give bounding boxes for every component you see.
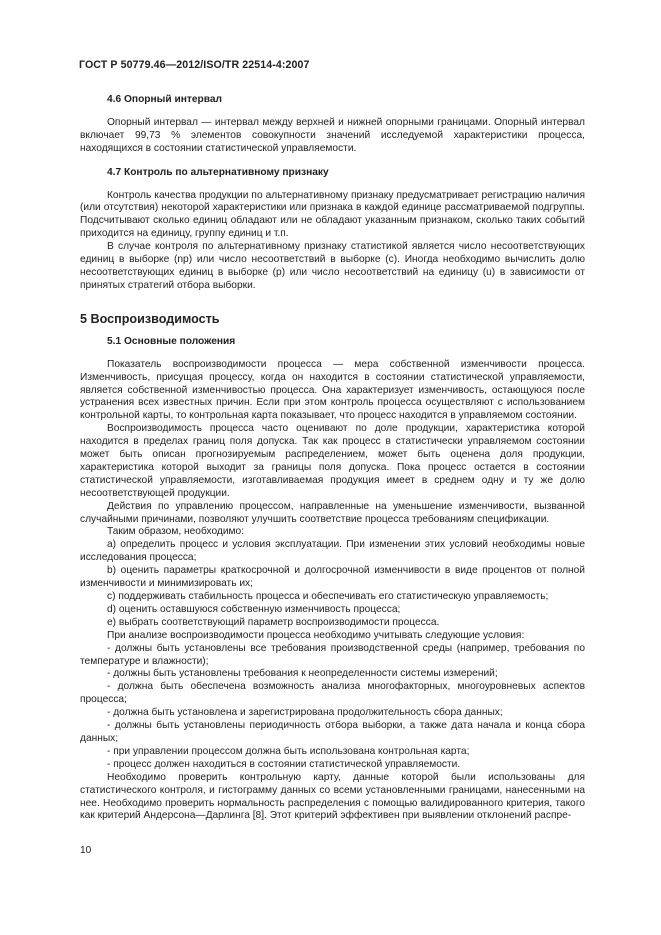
list-item: - должна быть установлена и зарегистрирована продолжительность сбора данных;: [107, 707, 503, 719]
section-5-title: 5 Воспроизводимость: [80, 311, 220, 326]
list-item: - должны быть установлены требования к неопределенности системы измерений;: [107, 668, 498, 680]
list-item: - процесс должен находиться в состоянии статистической управляемости.: [107, 758, 461, 770]
paragraph: Действия по управлению процессом, направленные на уменьшение изменчивости, вызванной случайными причинами, позволяют улучшить соответствие процесса требованиям спецификации.: [80, 500, 585, 525]
section-4-6: [80, 94, 585, 156]
list-item: e) выбрать соответствующий параметр воспроизводимости процесса.: [107, 616, 440, 628]
list-item: c) поддерживать стабильность процесса и обеспечивать его статистическую управляемость;: [107, 591, 549, 602]
page-header-standard-number: ГОСТ Р 50779.46—2012/ISO/TR 22514-4:2007: [79, 59, 310, 71]
paragraph: Необходимо проверить контрольную карту, данные которой были использованы для статистического контроля, и гистограмму данных со всеми установленными границами, нанесенными на нее. Необходимо проверить нормальность распределения с помощью валидированного критерия, такого как критерий Андерсона—Дарлинга [8]. Этот критерий эффективен при выявлении отклонений распре-: [80, 771, 585, 822]
paragraph: Показатель воспроизводимости процесса — мера собственной изменчивости процесса. Изменчивость, присущая процессу, когда он находится в состоянии статистической управляемости, является собственной изменчивостью процесса. Она характеризует изменчивость, остающуюся после устранения всех известных причин. Если при этом контроль процесса осуществляют с использованием контрольной карты, то контрольная карта показывает, что процесс находится в управляемом состоянии.: [80, 358, 585, 422]
paragraph: В случае контроля по альтернативному признаку статистикой является число несоответствующих единиц в выборке (np) или число несоответствий в выборке (c). Иногда необходимо вычислить долю несоответствующих единиц в выборке (p) или число несоответствий на единицу (u) в зависимости от принятых стратегий отбора выборки.: [80, 241, 585, 291]
list-item: - должны быть установлены периодичность отбора выборки, а также дата начала и конца сбора данных;: [80, 720, 585, 744]
list-item: - при управлении процессом должна быть использована контрольная карта;: [107, 745, 470, 757]
page-number: 10: [80, 845, 92, 856]
list-item: - должны быть установлены все требования производственной среды (например, требования по температуре и влажности);: [80, 642, 585, 667]
page-body: [80, 94, 585, 823]
section-4-7: [80, 167, 585, 293]
paragraph: Воспроизводимость процесса часто оценивают по доле продукции, характеристика которой находится в пределах границ поля допуска. Так как процесс в статистически управляемом состоянии может быть описан прогнозируемым распределением, может быть оценена доля продукции, характеристика которой выходит за границы поля допуска. Пока процесс остается в состоянии статистической управляемости, изготавливаемая продукция имеет в среднем одну и ту же долю несоответствующей продукции.: [80, 423, 585, 499]
paragraph: Таким образом, необходимо:: [107, 526, 245, 538]
list-item: - должна быть обеспечена возможность анализа многофакторных, многоуровневых аспектов процесса;: [80, 681, 585, 706]
list-item: d) оценить оставшуюся собственную изменчивость процесса;: [107, 603, 401, 615]
section-title: 5.1 Основные положения: [107, 335, 236, 347]
paragraph: Опорный интервал — интервал между верхней и нижней опорными границами. Опорный интервал включает 99,73 % элементов совокупности значений исследуемой характеристики процесса, находящихся в состоянии статистической управляемости.: [80, 116, 585, 154]
section-title: 4.7 Контроль по альтернативному признаку: [107, 166, 329, 178]
paragraph: При анализе воспроизводимости процесса необходимо учитывать следующие условия:: [107, 629, 525, 641]
paragraph: Контроль качества продукции по альтернативному признаку предусматривает регистрацию наличия (или отсутствия) некоторой характеристики или признака в каждой единице рассматриваемой подгруппы. Подсчитывают сколько единиц обладают или не обладают указанным признаком, сколько таких событий приходится на единицу, группу единиц и т.п.: [80, 189, 585, 240]
list-item: b) оценить параметры краткосрочной и долгосрочной изменчивости в виде процентов от полной изменчивости и минимизировать их;: [80, 565, 585, 590]
list-item: а) определить процесс и условия эксплуатации. При изменении этих условий необходимы новые исследования процесса;: [80, 539, 585, 564]
section-5-1: [80, 336, 585, 824]
section-title: 4.6 Опорный интервал: [107, 94, 223, 105]
